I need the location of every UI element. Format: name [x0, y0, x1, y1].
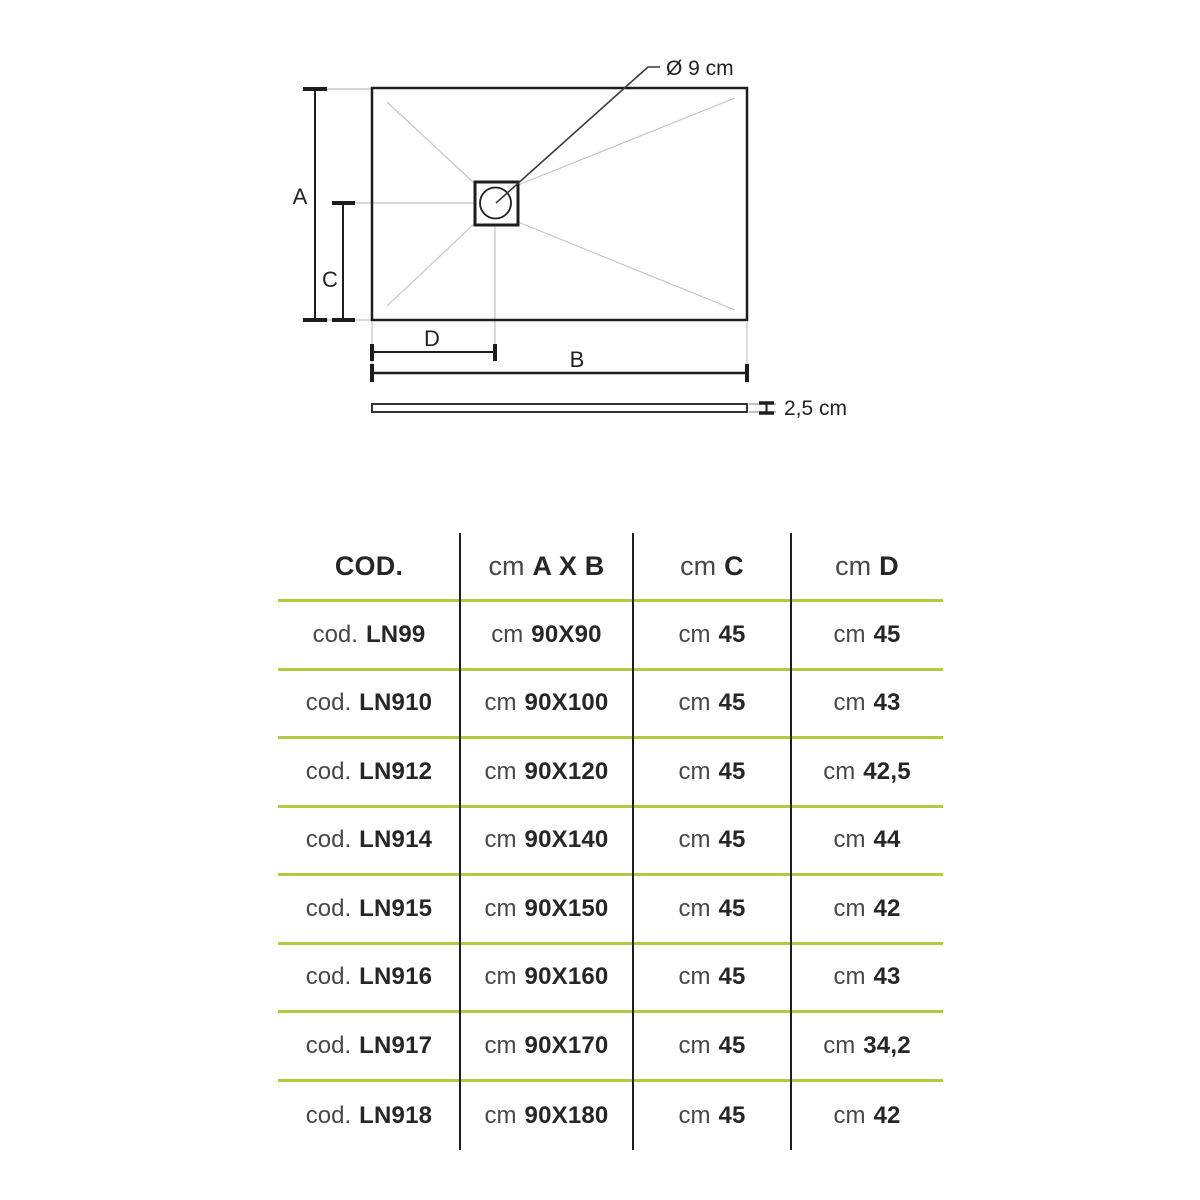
unit-prefix: cm [823, 1031, 856, 1059]
code-prefix: cod. [305, 963, 352, 991]
unit-prefix: cm [678, 894, 711, 922]
code-value: LN914 [359, 826, 433, 854]
cell-d [791, 739, 943, 805]
cell-c [633, 945, 791, 1011]
code-prefix: cod. [305, 1031, 352, 1059]
cell-code [278, 1013, 460, 1079]
cell-code [278, 602, 460, 668]
unit-prefix: cm [833, 963, 866, 991]
dimension-b [372, 364, 747, 382]
unit-prefix: cm [491, 620, 524, 648]
unit-prefix: cm [484, 757, 517, 785]
cell-d [791, 808, 943, 874]
code-prefix: cod. [305, 757, 352, 785]
cell-axb [460, 1082, 633, 1151]
dimension-c [332, 203, 355, 320]
code-value: LN910 [359, 689, 433, 717]
code-value: LN912 [359, 757, 433, 785]
side-view-outline [372, 404, 747, 412]
dimensions-table [278, 533, 943, 1150]
axb-value: 90X100 [524, 689, 609, 717]
c-value: 45 [718, 689, 746, 717]
cell-c [633, 876, 791, 942]
c-value: 45 [718, 1101, 746, 1129]
fold-line-top-right [518, 98, 735, 185]
fold-line-top-left [387, 102, 474, 183]
header-c [633, 533, 791, 599]
table-row-ln912 [278, 739, 943, 808]
code-value: LN915 [359, 894, 433, 922]
d-value: 44 [873, 826, 901, 854]
unit-prefix: cm [484, 826, 517, 854]
cell-d [791, 1013, 943, 1079]
dim-c-label: C [322, 267, 338, 292]
cell-c [633, 739, 791, 805]
unit-prefix: cm [833, 620, 866, 648]
unit-prefix: cm [833, 894, 866, 922]
unit-prefix: cm [833, 689, 866, 717]
header-axb-unit: cm [488, 550, 525, 581]
cell-axb [460, 1013, 633, 1079]
code-prefix: cod. [305, 1101, 352, 1129]
c-value: 45 [718, 1031, 746, 1059]
cell-c [633, 808, 791, 874]
cell-axb [460, 602, 633, 668]
d-value: 42 [873, 1101, 901, 1129]
cell-code [278, 1082, 460, 1151]
drain-diameter-label: Ø 9 cm [666, 57, 734, 80]
dim-a-label: A [292, 184, 308, 209]
d-value: 34,2 [863, 1031, 911, 1059]
table-row-ln918 [278, 1082, 943, 1151]
cell-code [278, 739, 460, 805]
unit-prefix: cm [484, 1101, 517, 1129]
header-d [791, 533, 943, 599]
dim-d-label: D [424, 326, 440, 351]
code-prefix: cod. [305, 826, 352, 854]
c-value: 45 [718, 963, 746, 991]
column-divider [632, 533, 634, 1150]
table-row-ln916 [278, 945, 943, 1014]
c-value: 45 [718, 826, 746, 854]
unit-prefix: cm [484, 963, 517, 991]
thickness-label: 2,5 cm [784, 397, 848, 420]
cell-code [278, 671, 460, 737]
header-c-label: C [724, 550, 744, 581]
unit-prefix: cm [678, 757, 711, 785]
fold-line-bottom-right [518, 222, 735, 310]
axb-value: 90X120 [524, 757, 609, 785]
column-divider [459, 533, 461, 1150]
c-value: 45 [718, 620, 746, 648]
unit-prefix: cm [678, 689, 711, 717]
cell-c [633, 1082, 791, 1151]
cell-c [633, 671, 791, 737]
axb-value: 90X180 [524, 1101, 609, 1129]
header-c-unit: cm [680, 550, 717, 581]
header-axb-label: A X B [532, 550, 605, 581]
column-divider [790, 533, 792, 1150]
d-value: 45 [873, 620, 901, 648]
axb-value: 90X150 [524, 894, 609, 922]
unit-prefix: cm [678, 1101, 711, 1129]
d-value: 42,5 [863, 757, 911, 785]
d-value: 42 [873, 894, 901, 922]
cell-axb [460, 876, 633, 942]
unit-prefix: cm [484, 894, 517, 922]
c-value: 45 [718, 894, 746, 922]
thickness-dim-marker [759, 403, 774, 413]
header-d-unit: cm [835, 550, 872, 581]
header-d-label: D [879, 550, 899, 581]
code-value: LN99 [365, 620, 426, 648]
unit-prefix: cm [833, 1101, 866, 1129]
unit-prefix: cm [484, 689, 517, 717]
code-prefix: cod. [305, 689, 352, 717]
unit-prefix: cm [678, 963, 711, 991]
fold-line-bottom-left [387, 224, 474, 306]
tray-outline [372, 88, 747, 320]
d-value: 43 [873, 963, 901, 991]
unit-prefix: cm [833, 826, 866, 854]
cell-d [791, 671, 943, 737]
unit-prefix: cm [484, 1031, 517, 1059]
cell-d [791, 876, 943, 942]
header-cod [278, 533, 460, 599]
cell-code [278, 945, 460, 1011]
dim-b-label: B [569, 347, 585, 372]
header-cod-label: COD. [334, 550, 404, 581]
unit-prefix: cm [678, 826, 711, 854]
code-value: LN918 [359, 1101, 433, 1129]
axb-value: 90X160 [524, 963, 609, 991]
fold-lines [387, 98, 735, 310]
cell-axb [460, 739, 633, 805]
table-header-row [278, 533, 943, 602]
axb-value: 90X140 [524, 826, 609, 854]
axb-value: 90X170 [524, 1031, 609, 1059]
table-row-ln917 [278, 1013, 943, 1082]
c-value: 45 [718, 757, 746, 785]
code-value: LN917 [359, 1031, 433, 1059]
cell-code [278, 808, 460, 874]
unit-prefix: cm [678, 620, 711, 648]
cell-d [791, 1082, 943, 1151]
cell-axb [460, 945, 633, 1011]
code-prefix: cod. [305, 894, 352, 922]
unit-prefix: cm [823, 757, 856, 785]
table-row-ln99 [278, 602, 943, 671]
header-axb [460, 533, 633, 599]
table-row-ln910 [278, 671, 943, 740]
cell-axb [460, 671, 633, 737]
side-view [372, 397, 847, 420]
d-value: 43 [873, 689, 901, 717]
table-row-ln914 [278, 808, 943, 877]
cell-code [278, 876, 460, 942]
table-row-ln915 [278, 876, 943, 945]
code-prefix: cod. [312, 620, 358, 648]
cell-d [791, 602, 943, 668]
cell-c [633, 602, 791, 668]
cell-axb [460, 808, 633, 874]
cell-c [633, 1013, 791, 1079]
extension-lines [327, 89, 747, 373]
axb-value: 90X90 [531, 620, 602, 648]
tray-technical-drawing [0, 0, 1200, 470]
cell-d [791, 945, 943, 1011]
unit-prefix: cm [678, 1031, 711, 1059]
code-value: LN916 [359, 963, 433, 991]
